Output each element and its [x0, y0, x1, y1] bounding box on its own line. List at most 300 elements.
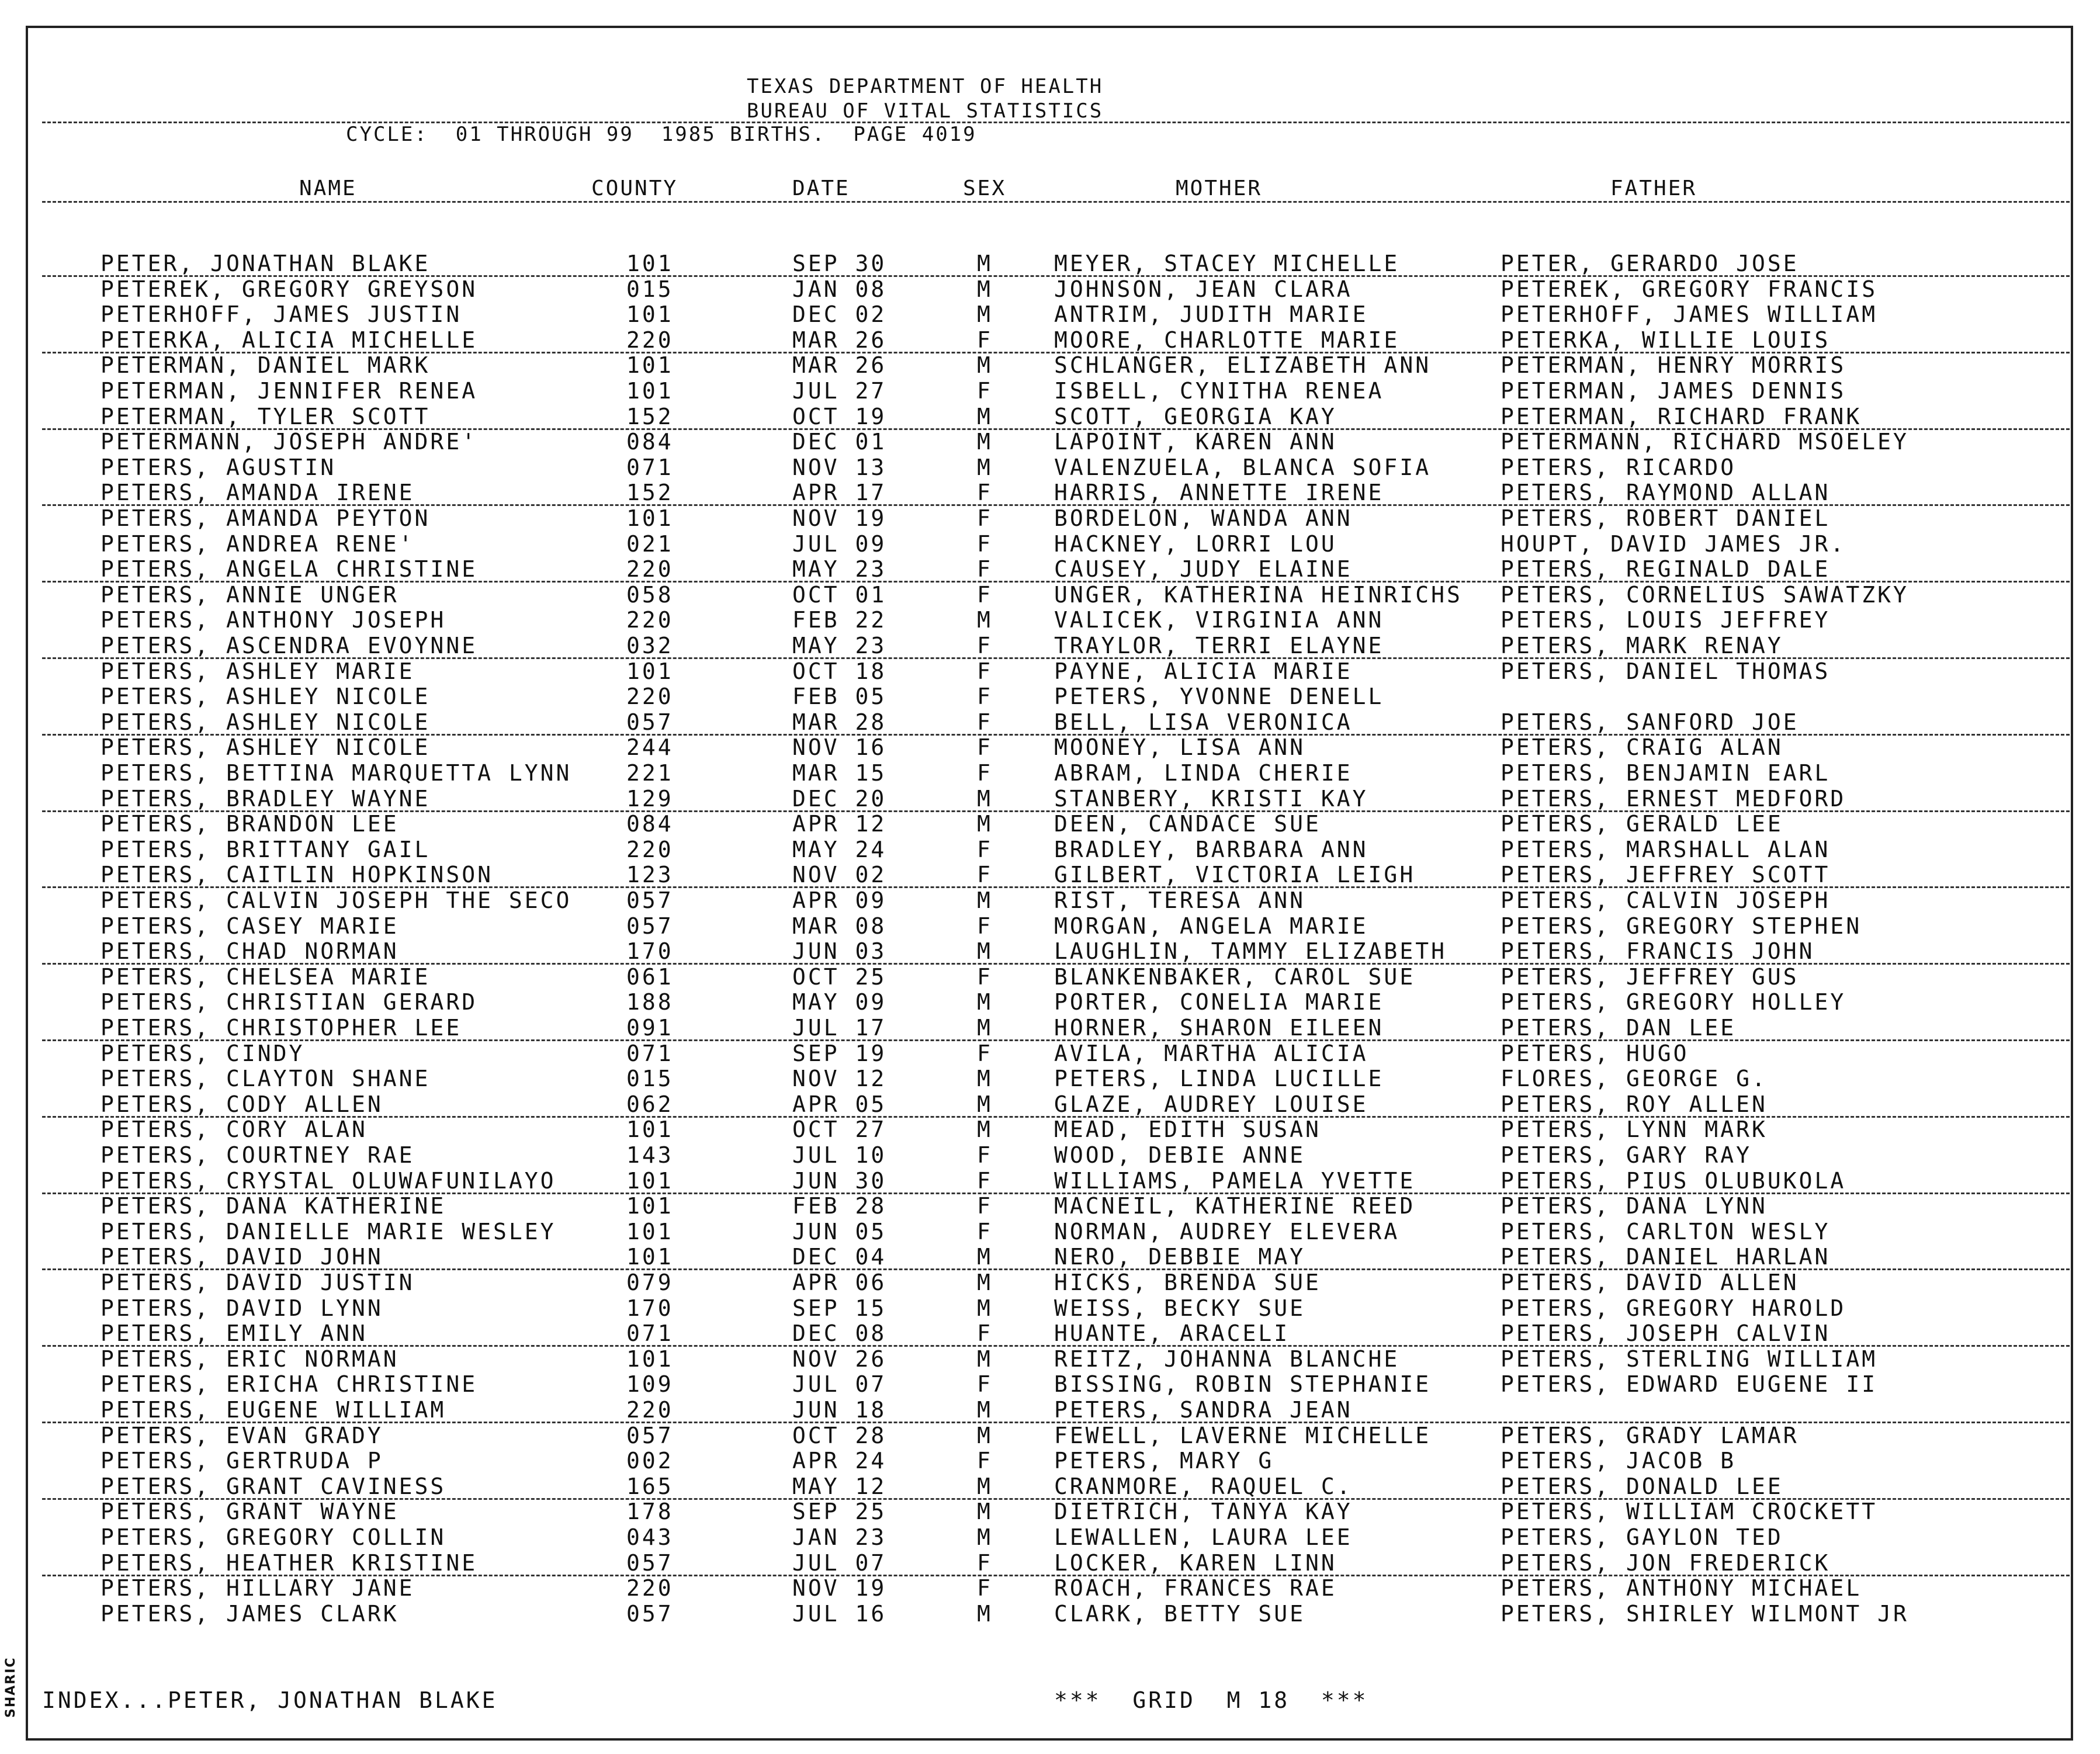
cell-date: JUL 16 [792, 1600, 887, 1627]
table-row [0, 455, 2100, 480]
cell-mother: MEYER, STACEY MICHELLE [1054, 251, 1400, 276]
cell-county: 101 [626, 301, 674, 328]
cell-father: PETERS, LOUIS JEFFREY [1501, 607, 1831, 633]
cell-date: JUN 05 [792, 1218, 887, 1245]
table-row [0, 251, 2100, 276]
table-row [0, 1270, 2100, 1295]
cell-name: PETERS, CINDY [101, 1040, 305, 1066]
cell-name: PETER, JONATHAN BLAKE [101, 251, 431, 276]
cell-father: PETERS, EDWARD EUGENE II [1501, 1371, 1878, 1398]
table-row [0, 1499, 2100, 1524]
cell-father: PETERS, GERALD LEE [1501, 811, 1783, 837]
cell-county: 057 [626, 1550, 674, 1576]
cell-name: PETERS, CRYSTAL OLUWAFUNILAYO [101, 1167, 556, 1194]
cell-name: PETERS, BETTINA MARQUETTA LYNN [101, 760, 572, 786]
cell-name: PETERS, BRADLEY WAYNE [101, 785, 431, 812]
cell-sex: F [977, 734, 993, 761]
cell-name: PETERHOFF, JAMES JUSTIN [101, 301, 462, 328]
cell-mother: DEEN, CANDACE SUE [1054, 811, 1321, 837]
cell-father: PETERS, JON FREDERICK [1501, 1550, 1831, 1576]
cell-date: OCT 27 [792, 1117, 887, 1143]
cell-father: PETERS, ERNEST MEDFORD [1501, 785, 1846, 812]
cell-county: 170 [626, 938, 674, 965]
cell-mother: DIETRICH, TANYA KAY [1054, 1499, 1353, 1525]
cell-name: PETERS, AGUSTIN [101, 454, 337, 480]
cell-date: JUN 30 [792, 1167, 887, 1194]
cell-father: PETERS, DAN LEE [1501, 1015, 1737, 1041]
cell-name: PETERS, DAVID JOHN [101, 1244, 383, 1270]
cell-sex: M [977, 403, 993, 429]
cell-mother: PETERS, YVONNE DENELL [1054, 684, 1384, 710]
table-row [0, 914, 2100, 939]
cell-mother: WEISS, BECKY SUE [1054, 1295, 1306, 1321]
table-row [0, 1015, 2100, 1041]
cell-sex: F [977, 1167, 993, 1194]
cell-date: MAR 26 [792, 352, 887, 379]
cell-sex: F [977, 1371, 993, 1398]
cell-sex: F [977, 531, 993, 557]
cell-sex: M [977, 938, 993, 965]
table-row [0, 1143, 2100, 1168]
cell-county: 220 [626, 1397, 674, 1423]
cell-sex: F [977, 378, 993, 404]
cell-mother: WILLIAMS, PAMELA YVETTE [1054, 1167, 1416, 1194]
cell-name: PETERS, AMANDA IRENE [101, 480, 415, 506]
cell-county: 165 [626, 1473, 674, 1499]
cell-county: 002 [626, 1448, 674, 1474]
cell-mother: AVILA, MARTHA ALICIA [1054, 1040, 1368, 1066]
cell-sex: F [977, 709, 993, 735]
cell-father: PETERS, ROY ALLEN [1501, 1091, 1768, 1117]
cell-mother: FEWELL, LAVERNE MICHELLE [1054, 1422, 1432, 1448]
cell-mother: REITZ, JOHANNA BLANCHE [1054, 1346, 1400, 1372]
cell-father: PETERS, PIUS OLUBUKOLA [1501, 1167, 1846, 1194]
cell-date: MAR 28 [792, 709, 887, 735]
table-row [0, 506, 2100, 531]
cell-mother: BISSING, ROBIN STEPHANIE [1054, 1371, 1432, 1398]
cell-mother: CAUSEY, JUDY ELAINE [1054, 556, 1353, 583]
cell-father: PETEREK, GREGORY FRANCIS [1501, 276, 1878, 302]
cell-father: PETERS, JACOB B [1501, 1448, 1737, 1474]
cell-county: 220 [626, 327, 674, 353]
cell-sex: F [977, 505, 993, 531]
cell-sex: M [977, 811, 993, 837]
cell-date: MAY 23 [792, 633, 887, 658]
cell-sex: F [977, 1550, 993, 1576]
cell-sex: M [977, 888, 993, 913]
table-row [0, 939, 2100, 964]
cell-mother: ISBELL, CYNITHA RENEA [1054, 378, 1384, 404]
table-row [0, 1066, 2100, 1091]
cell-father: PETERS, CARLTON WESLY [1501, 1218, 1831, 1245]
cell-name: PETERS, ANTHONY JOSEPH [101, 607, 446, 633]
cell-name: PETERS, ASHLEY NICOLE [101, 709, 431, 735]
cell-mother: BRADLEY, BARBARA ANN [1054, 836, 1368, 862]
cell-date: NOV 16 [792, 734, 887, 761]
cell-sex: F [977, 1218, 993, 1245]
cell-name: PETERMAN, DANIEL MARK [101, 352, 431, 379]
cell-father: PETERS, GARY RAY [1501, 1142, 1752, 1168]
cell-father: PETERS, JOSEPH CALVIN [1501, 1320, 1831, 1347]
cell-county: 043 [626, 1524, 674, 1550]
cell-mother: BLANKENBAKER, CAROL SUE [1054, 963, 1416, 990]
column-header-name: NAME [299, 176, 357, 200]
table-row [0, 1219, 2100, 1245]
table-row [0, 837, 2100, 862]
cell-father: PETERMAN, HENRY MORRIS [1501, 352, 1846, 379]
cell-sex: F [977, 1142, 993, 1168]
cell-sex: M [977, 1346, 993, 1372]
report-title: TEXAS DEPARTMENT OF HEALTH [747, 75, 1104, 98]
cell-sex: F [977, 913, 993, 939]
cell-county: 220 [626, 1575, 674, 1602]
table-row [0, 608, 2100, 633]
cell-father: PETERS, DANIEL HARLAN [1501, 1244, 1831, 1270]
cell-date: APR 24 [792, 1448, 887, 1474]
cell-mother: MOORE, CHARLOTTE MARIE [1054, 327, 1400, 353]
table-row [0, 557, 2100, 582]
table-row [0, 761, 2100, 786]
cell-name: PETERS, JAMES CLARK [101, 1600, 399, 1627]
cell-father: PETERS, GAYLON TED [1501, 1524, 1783, 1550]
cell-date: OCT 25 [792, 963, 887, 990]
cell-sex: F [977, 1448, 993, 1474]
cell-county: 101 [626, 1244, 674, 1270]
cell-mother: HUANTE, ARACELI [1054, 1320, 1290, 1347]
table-row [0, 735, 2100, 760]
cell-name: PETERMAN, TYLER SCOTT [101, 403, 431, 429]
cell-name: PETERKA, ALICIA MICHELLE [101, 327, 478, 353]
cell-sex: M [977, 1015, 993, 1041]
cell-date: MAR 15 [792, 760, 887, 786]
cell-father: PETERS, DONALD LEE [1501, 1473, 1783, 1499]
cell-county: 015 [626, 276, 674, 302]
cell-father: PETERS, ANTHONY MICHAEL [1501, 1575, 1862, 1602]
cell-father: PETERS, STERLING WILLIAM [1501, 1346, 1878, 1372]
cell-name: PETERS, ANGELA CHRISTINE [101, 556, 478, 583]
cell-name: PETERS, CHELSEA MARIE [101, 963, 431, 990]
cell-father: PETERS, GREGORY STEPHEN [1501, 913, 1862, 939]
cell-mother: RIST, TERESA ANN [1054, 888, 1306, 913]
column-header-mother: MOTHER [1176, 176, 1263, 200]
cell-name: PETERS, GERTRUDA P [101, 1448, 383, 1474]
cell-county: 101 [626, 1218, 674, 1245]
cell-date: NOV 26 [792, 1346, 887, 1372]
cell-county: 101 [626, 1167, 674, 1194]
table-row [0, 862, 2100, 888]
cell-sex: M [977, 1066, 993, 1092]
cell-county: 170 [626, 1295, 674, 1321]
cell-county: 101 [626, 505, 674, 531]
cell-father: FLORES, GEORGE G. [1501, 1066, 1768, 1092]
cell-sex: F [977, 633, 993, 658]
cell-father: PETERS, RICARDO [1501, 454, 1737, 480]
cell-date: MAY 09 [792, 989, 887, 1015]
table-row [0, 1092, 2100, 1117]
cell-mother: BELL, LISA VERONICA [1054, 709, 1353, 735]
cell-sex: M [977, 1244, 993, 1270]
cell-father: PETERS, LYNN MARK [1501, 1117, 1768, 1143]
cell-date: DEC 02 [792, 301, 887, 328]
cell-name: PETERS, ASHLEY NICOLE [101, 734, 431, 761]
cell-sex: F [977, 862, 993, 888]
cell-county: 015 [626, 1066, 674, 1092]
cell-county: 071 [626, 1040, 674, 1066]
table-row [0, 1602, 2100, 1627]
cell-father: PETERS, HUGO [1501, 1040, 1689, 1066]
cell-date: OCT 01 [792, 581, 887, 608]
cell-date: JUL 09 [792, 531, 887, 557]
cell-father: PETERS, CRAIG ALAN [1501, 734, 1783, 761]
cell-sex: M [977, 1117, 993, 1143]
cell-sex: M [977, 454, 993, 480]
table-row [0, 404, 2100, 429]
cell-sex: M [977, 1397, 993, 1423]
cell-name: PETERS, DANIELLE MARIE WESLEY [101, 1218, 556, 1245]
cell-county: 058 [626, 581, 674, 608]
cell-father: PETERS, REGINALD DALE [1501, 556, 1831, 583]
cell-county: 220 [626, 836, 674, 862]
cell-sex: M [977, 1499, 993, 1525]
cell-county: 101 [626, 1193, 674, 1219]
cell-county: 152 [626, 403, 674, 429]
cell-date: MAY 12 [792, 1473, 887, 1499]
table-row [0, 1576, 2100, 1601]
cell-mother: VALENZUELA, BLANCA SOFIA [1054, 454, 1432, 480]
cell-mother: NERO, DEBBIE MAY [1054, 1244, 1306, 1270]
cell-sex: F [977, 581, 993, 608]
cell-mother: MACNEIL, KATHERINE REED [1054, 1193, 1416, 1219]
table-row [0, 379, 2100, 404]
cell-date: APR 12 [792, 811, 887, 837]
cell-county: 101 [626, 251, 674, 276]
cell-county: 143 [626, 1142, 674, 1168]
cell-mother: NORMAN, AUDREY ELEVERA [1054, 1218, 1400, 1245]
cell-sex: F [977, 327, 993, 353]
cell-father: PETERS, GREGORY HAROLD [1501, 1295, 1846, 1321]
table-row [0, 888, 2100, 913]
cell-mother: VALICEK, VIRGINIA ANN [1054, 607, 1384, 633]
cell-sex: F [977, 1320, 993, 1347]
cell-mother: JOHNSON, JEAN CLARA [1054, 276, 1353, 302]
table-row [0, 710, 2100, 735]
cell-date: JUL 07 [792, 1371, 887, 1398]
table-row [0, 1398, 2100, 1423]
cell-county: 057 [626, 1422, 674, 1448]
cell-father: PETERS, JEFFREY SCOTT [1501, 862, 1831, 888]
cell-name: PETERS, EUGENE WILLIAM [101, 1397, 446, 1423]
table-row [0, 1194, 2100, 1219]
table-row [0, 812, 2100, 837]
cell-name: PETERS, DANA KATHERINE [101, 1193, 446, 1219]
cell-mother: LEWALLEN, LAURA LEE [1054, 1524, 1353, 1550]
table-row [0, 990, 2100, 1015]
cell-sex: M [977, 1473, 993, 1499]
table-row [0, 583, 2100, 608]
cell-county: 220 [626, 556, 674, 583]
cell-sex: M [977, 989, 993, 1015]
cell-name: PETERS, CODY ALLEN [101, 1091, 383, 1117]
cell-county: 244 [626, 734, 674, 761]
cell-sex: F [977, 760, 993, 786]
cell-name: PETERS, ERIC NORMAN [101, 1346, 399, 1372]
cell-date: JUN 03 [792, 938, 887, 965]
table-row [0, 1423, 2100, 1448]
cell-county: 062 [626, 1091, 674, 1117]
cell-date: DEC 20 [792, 785, 887, 812]
cell-date: MAR 26 [792, 327, 887, 353]
cell-father: PETER, GERARDO JOSE [1501, 251, 1799, 276]
cell-father: PETERS, RAYMOND ALLAN [1501, 480, 1831, 506]
cell-name: PETERS, ASHLEY MARIE [101, 658, 415, 684]
cell-date: SEP 15 [792, 1295, 887, 1321]
table-row [0, 429, 2100, 455]
cell-father: PETERMANN, RICHARD MSOELEY [1501, 429, 1909, 455]
table-row [0, 532, 2100, 557]
table-row [0, 659, 2100, 684]
table-row [0, 786, 2100, 812]
index-footer: INDEX...PETER, JONATHAN BLAKE [42, 1687, 498, 1713]
table-row [0, 302, 2100, 327]
cell-date: MAY 23 [792, 556, 887, 583]
cell-name: PETERS, GRANT WAYNE [101, 1499, 399, 1525]
cell-sex: M [977, 1270, 993, 1295]
cell-county: 152 [626, 480, 674, 506]
cell-date: DEC 01 [792, 429, 887, 455]
cell-mother: GLAZE, AUDREY LOUISE [1054, 1091, 1368, 1117]
cell-mother: SCOTT, GEORGIA KAY [1054, 403, 1337, 429]
column-header-date: DATE [792, 176, 850, 200]
cell-sex: M [977, 1422, 993, 1448]
cell-date: SEP 19 [792, 1040, 887, 1066]
cell-date: NOV 12 [792, 1066, 887, 1092]
cell-father: PETERS, MARSHALL ALAN [1501, 836, 1831, 862]
cell-mother: STANBERY, KRISTI KAY [1054, 785, 1368, 812]
cell-date: APR 05 [792, 1091, 887, 1117]
cell-name: PETERS, CHRISTIAN GERARD [101, 989, 478, 1015]
table-row [0, 277, 2100, 302]
table-row [0, 684, 2100, 709]
cell-mother: GILBERT, VICTORIA LEIGH [1054, 862, 1416, 888]
report-bureau: BUREAU OF VITAL STATISTICS [747, 99, 1104, 123]
side-label: SHARIC [4, 1656, 18, 1718]
cell-name: PETEREK, GREGORY GREYSON [101, 276, 478, 302]
cell-mother: BORDELON, WANDA ANN [1054, 505, 1353, 531]
cell-name: PETERS, CLAYTON SHANE [101, 1066, 431, 1092]
table-row [0, 1347, 2100, 1372]
cell-father: PETERS, DAVID ALLEN [1501, 1270, 1799, 1295]
cell-county: 084 [626, 811, 674, 837]
cell-sex: M [977, 429, 993, 455]
cell-name: PETERMANN, JOSEPH ANDRE' [101, 429, 478, 455]
table-row [0, 353, 2100, 378]
report-cycle: CYCLE: 01 THROUGH 99 1985 BIRTHS. PAGE 4019 [346, 123, 977, 146]
cell-date: FEB 22 [792, 607, 887, 633]
table-row [0, 1372, 2100, 1397]
cell-county: 109 [626, 1371, 674, 1398]
cell-mother: LAPOINT, KAREN ANN [1054, 429, 1337, 455]
table-row [0, 1117, 2100, 1142]
cell-father: PETERS, GREGORY HOLLEY [1501, 989, 1846, 1015]
cell-date: MAY 24 [792, 836, 887, 862]
cell-sex: M [977, 607, 993, 633]
table-row [0, 480, 2100, 505]
cell-name: PETERS, CALVIN JOSEPH THE SECO [101, 888, 572, 913]
cell-county: 057 [626, 709, 674, 735]
divider [42, 201, 2070, 203]
cell-name: PETERS, DAVID JUSTIN [101, 1270, 415, 1295]
table-row [0, 1321, 2100, 1346]
grid-footer: *** GRID M 18 *** [1054, 1687, 1368, 1713]
cell-date: OCT 28 [792, 1422, 887, 1448]
cell-county: 101 [626, 352, 674, 379]
cell-date: JAN 08 [792, 276, 887, 302]
cell-mother: ABRAM, LINDA CHERIE [1054, 760, 1353, 786]
cell-father: HOUPT, DAVID JAMES JR. [1501, 531, 1846, 557]
cell-mother: ANTRIM, JUDITH MARIE [1054, 301, 1368, 328]
cell-name: PETERS, EVAN GRADY [101, 1422, 383, 1448]
cell-name: PETERMAN, JENNIFER RENEA [101, 378, 478, 404]
cell-name: PETERS, ANDREA RENE' [101, 531, 415, 557]
cell-name: PETERS, CASEY MARIE [101, 913, 399, 939]
table-row [0, 1551, 2100, 1576]
cell-sex: F [977, 556, 993, 583]
cell-father: PETERS, SHIRLEY WILMONT JR [1501, 1600, 1909, 1627]
table-row [0, 328, 2100, 353]
cell-mother: PAYNE, ALICIA MARIE [1054, 658, 1353, 684]
cell-name: PETERS, HEATHER KRISTINE [101, 1550, 478, 1576]
column-header-county: COUNTY [591, 176, 678, 200]
table-row [0, 965, 2100, 990]
cell-mother: HARRIS, ANNETTE IRENE [1054, 480, 1384, 506]
cell-date: JUL 07 [792, 1550, 887, 1576]
cell-date: SEP 25 [792, 1499, 887, 1525]
cell-sex: F [977, 480, 993, 506]
cell-mother: LOCKER, KAREN LINN [1054, 1550, 1337, 1576]
cell-date: JUL 10 [792, 1142, 887, 1168]
cell-name: PETERS, COURTNEY RAE [101, 1142, 415, 1168]
cell-date: NOV 19 [792, 1575, 887, 1602]
cell-mother: CLARK, BETTY SUE [1054, 1600, 1306, 1627]
cell-name: PETERS, BRITTANY GAIL [101, 836, 431, 862]
cell-county: 071 [626, 454, 674, 480]
cell-date: NOV 13 [792, 454, 887, 480]
cell-sex: M [977, 276, 993, 302]
cell-county: 057 [626, 888, 674, 913]
cell-county: 188 [626, 989, 674, 1015]
cell-father: PETERS, MARK RENAY [1501, 633, 1783, 658]
cell-date: APR 06 [792, 1270, 887, 1295]
cell-mother: PETERS, LINDA LUCILLE [1054, 1066, 1384, 1092]
cell-sex: M [977, 1295, 993, 1321]
cell-mother: MOONEY, LISA ANN [1054, 734, 1306, 761]
cell-mother: MEAD, EDITH SUSAN [1054, 1117, 1321, 1143]
column-header-father: FATHER [1610, 176, 1697, 200]
cell-county: 061 [626, 963, 674, 990]
cell-county: 032 [626, 633, 674, 658]
cell-county: 091 [626, 1015, 674, 1041]
cell-father: PETERMAN, JAMES DENNIS [1501, 378, 1846, 404]
cell-sex: F [977, 1575, 993, 1602]
cell-father: PETERS, BENJAMIN EARL [1501, 760, 1831, 786]
cell-mother: MORGAN, ANGELA MARIE [1054, 913, 1368, 939]
cell-date: OCT 19 [792, 403, 887, 429]
cell-sex: M [977, 1091, 993, 1117]
cell-date: MAR 08 [792, 913, 887, 939]
cell-name: PETERS, GRANT CAVINESS [101, 1473, 446, 1499]
cell-name: PETERS, HILLARY JANE [101, 1575, 415, 1602]
cell-sex: M [977, 301, 993, 328]
